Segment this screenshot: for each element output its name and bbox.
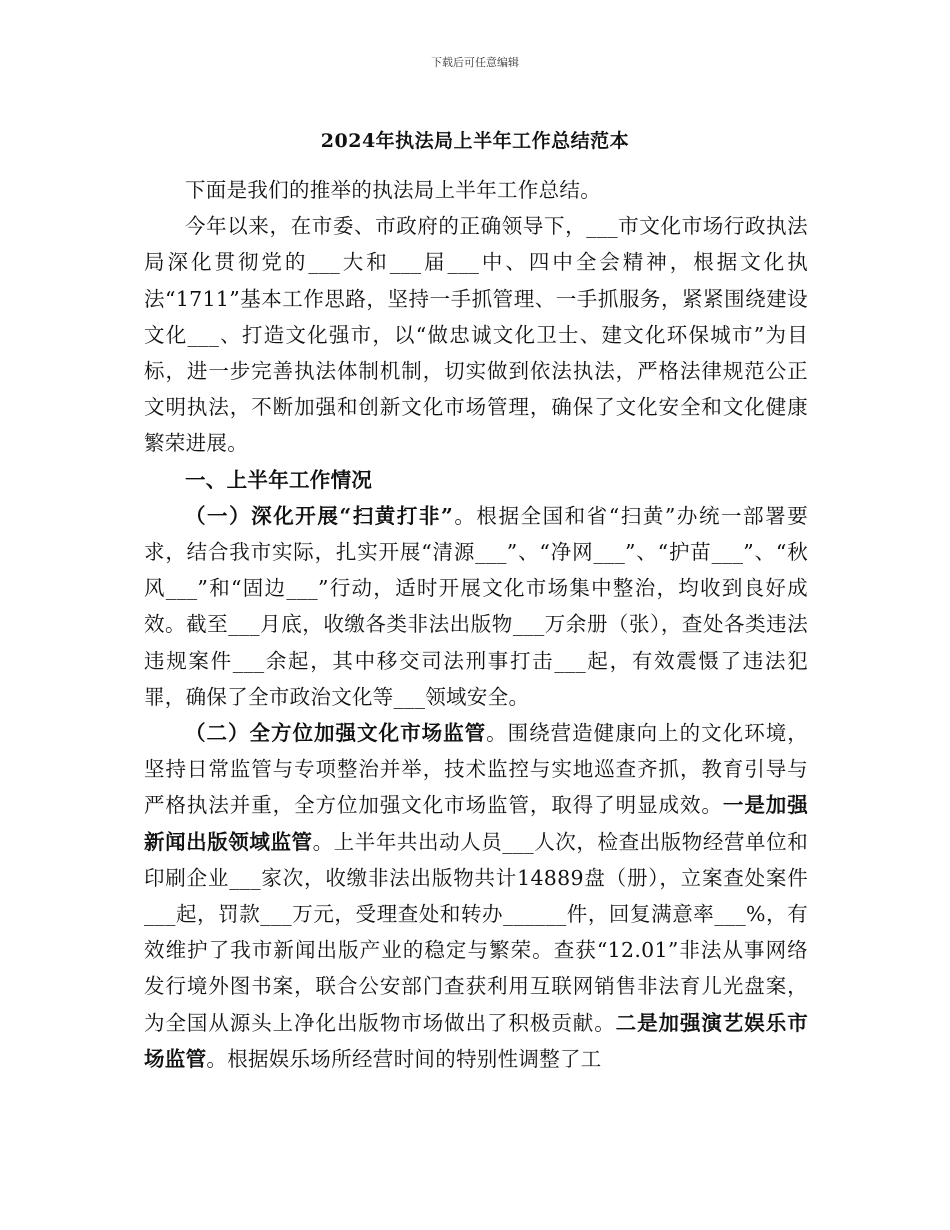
header-note: 下载后可任意编辑 <box>431 56 519 69</box>
text-run: 下面是我们的推举的执法局上半年工作总结。 <box>185 178 601 202</box>
paragraph-overview <box>144 208 808 461</box>
text-run: 。根据全国和省“扫黄”办统一部署要求，结合我市实际，扎实开展“清源___”、“净网___”、“护苗___”、“秋风___”和“固边___”行动，适时开展文化市场集中整治，均收到良好成效。截至___月底，收缴各类非法出版物___万余册（张），查处各类违法违规案件___余起，其中移交司法刑事打击___起，有效震慑了违法犯罪，确保了全市政治文化等___领域安全。 <box>144 503 809 709</box>
paragraph-section-2 <box>144 715 808 1077</box>
inline-bold-text: 一是加强新闻出版领域监管 <box>144 793 808 854</box>
document-title: 2024年执法局上半年工作总结范本 <box>320 130 630 152</box>
document-body <box>144 172 808 1077</box>
text-run: 。根据娱乐场所经营时间的特别性调整了工 <box>206 1046 602 1071</box>
paragraph-section-1 <box>144 498 808 715</box>
text-run: 今年以来，在市委、市政府的正确领导下，___市文化市场行政执法局深化贯彻党的___大和___届___中、四中全会精神，根据文化执法“1711”基本工作思路，坚持一手抓管理、一手抓服务，紧紧围绕建设文化___、打造文化强市，以“做忠诚文化卫士、建文化环保城市”为目标，进一步完善执法体制机制，切实做到依法执法，严格法律规范公正文明执法，不断加强和创新文化市场管理，确保了文化安全和文化健康繁荣进展。 <box>144 214 808 456</box>
heading-text: 一、上半年工作情况 <box>185 467 373 492</box>
paragraph-intro <box>144 172 808 208</box>
text-run: 。上半年共出动人员___人次，检查出版物经营单位和印刷企业___家次，收缴非法出版物共计14889盘（册），立案查处案件___起，罚款___万元，受理查处和转办______件，回复满意率___%，有效维护了我市新闻出版产业的稳定与繁荣。查获“12.01”非法从事网络发行境外图书案，联合公安部门查获利用互联网销售非法育儿光盘案，为全国从源头上净化出版物市场做出了积极贡献。 <box>144 829 808 1035</box>
subheading-text: （二）全方位加强文化市场监管 <box>185 721 487 746</box>
subheading-text: （一）深化开展“扫黄打非” <box>185 503 454 528</box>
section-heading <box>144 462 808 498</box>
text-run: 。围绕营造健康向上的文化环境，坚持日常监管与专项整治并举，技术监控与实地巡查齐抓，教育引导与严格执法并重，全方位加强文化市场监管，取得了明显成效。 <box>144 721 809 818</box>
inline-bold-text: 二是加强演艺娱乐市场监管 <box>144 1010 808 1071</box>
